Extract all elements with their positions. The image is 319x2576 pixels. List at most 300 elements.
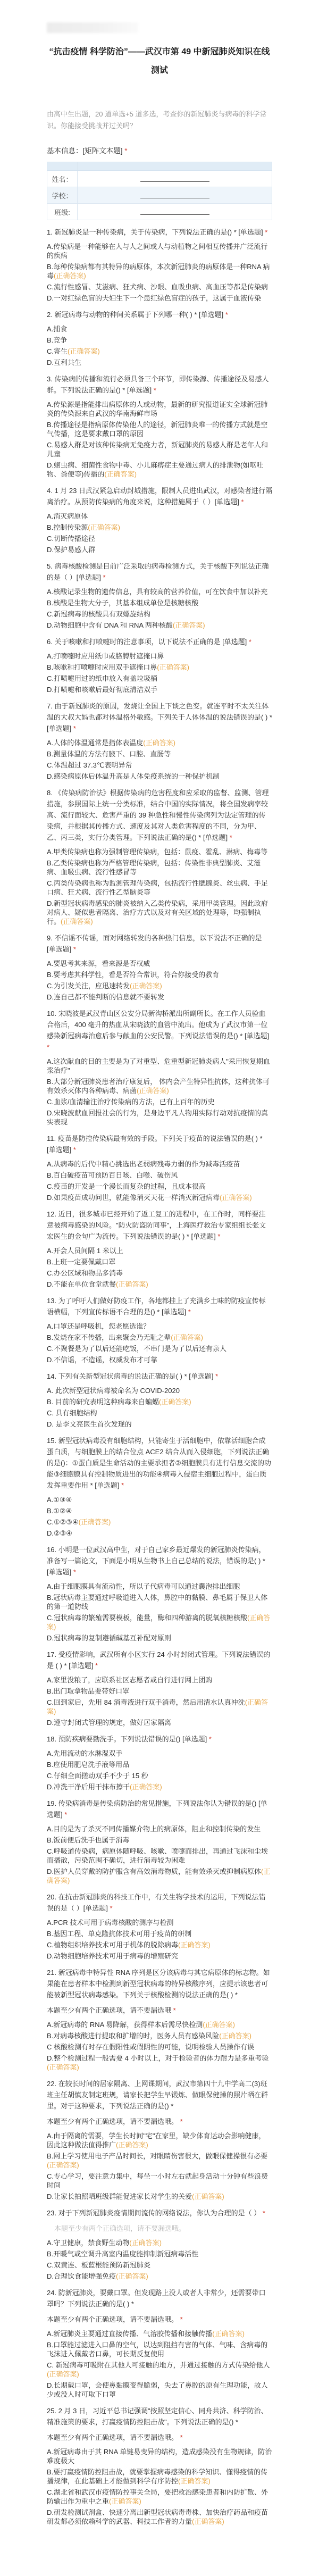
answer-option[interactable] — [47, 1918, 272, 1927]
answer-option[interactable] — [47, 1760, 272, 1769]
basic-info-text: 基本信息：[矩阵文本题] — [47, 147, 123, 155]
option-label: B.口罩能过滤进入口鼻的空气，以达到阻挡有害的气体、气味、含病毒的飞沫进入佩戴者口鼻，可长期反复使用 — [47, 2341, 268, 2358]
option-label: B.网上学习使用电子产品时间长，对眼睛伤害很大，做眼保健操很有必要 — [47, 2152, 268, 2160]
options-list — [47, 652, 272, 694]
options-list — [47, 1824, 272, 1885]
question-text: 21. 新冠病毒中特异性 RNA 序列是区分该病毒与其它病原体的标志物。如果能在患者样本中检测到新型冠状病毒的特异核酸序列，应提示该患者可能被新型冠状病毒感染。下列关于核酸检测的说法正确的是( ) * — [47, 1969, 270, 1999]
question-block — [47, 227, 272, 303]
question-text: 3. 传染病的传播和流行必须具备三个环节，即传染源、传播途径及易感人群。下列说法正确的是() * [单选题] — [47, 375, 269, 394]
answer-option[interactable] — [47, 2054, 272, 2072]
question-block — [47, 1798, 272, 1885]
options-list — [47, 512, 272, 554]
question-block — [47, 561, 272, 630]
answer-option[interactable] — [47, 1824, 272, 1833]
required-asterisk: * — [93, 1662, 98, 1670]
answer-option[interactable] — [47, 587, 272, 596]
answer-option[interactable] — [47, 2238, 272, 2247]
answer-option[interactable] — [47, 685, 272, 694]
correct-answer-tag: (正确答案) — [130, 982, 162, 990]
question-title — [47, 1967, 272, 2000]
question-title — [47, 1798, 272, 1820]
question-text: 12. 近日，很多城市已经开始了返工复工的进程中，在工作时，同样要注意被病毒感染的风险。"防火防盗防同事"，上海医疗救治专家组组长张文宏医生的金句广为流传。下列说法错误的是( ) * [单选题] — [47, 1210, 266, 1240]
answer-option[interactable] — [47, 1867, 272, 1885]
question-block — [47, 787, 272, 926]
option-label: A.开会人员间隔 1 米以上 — [47, 1247, 123, 1255]
answer-option[interactable] — [47, 420, 272, 438]
answer-option[interactable] — [47, 1518, 272, 1527]
answer-option[interactable] — [47, 1057, 272, 1075]
name-cell — [78, 171, 272, 187]
answer-option[interactable] — [47, 1582, 272, 1591]
correct-answer-tag: (正确答案) — [47, 1614, 271, 1631]
option-label: C.仔细全面搓动双手不少于 15 秒 — [47, 1772, 148, 1780]
multi-select-note-text: 本题至少有两个正确选项，请不要漏选哦。 — [47, 2433, 179, 2441]
correct-answer-tag: (正确答案) — [219, 2032, 251, 2040]
option-label: D.不能在单位食堂就餐 — [47, 1280, 116, 1288]
answer-option[interactable] — [47, 1782, 272, 1791]
option-label: C 核酸检测有时存在假阳性或假阴性的可能，说明检验人员操作有误 — [47, 2043, 255, 2051]
option-label: D.新型冠状病毒感染的肺炎被纳入乙类传染病，采用甲类管理。因此政府对病人、疑似患者隔离、治疗方式以及对有关区域的处理等，均强制执行。 — [47, 899, 268, 926]
required-asterisk: * — [71, 1146, 76, 1154]
option-label: A.传染病是一种能够在人与人之间或人与动植物之间相互传播并广泛流行的疾病 — [47, 243, 268, 260]
option-label: C. 具有细胞结构 — [47, 1409, 97, 1417]
correct-answer-tag: (正确答案) — [171, 1333, 203, 1341]
answer-option[interactable] — [47, 2340, 272, 2358]
answer-option[interactable] — [47, 523, 272, 532]
option-label: C.呼吸道传染病，病原体随呼吸、咳嗽、喷嚏而排出，再通过飞沫和尘埃而播散，污染范围不确切，进行消毒较为困难 — [47, 1847, 268, 1864]
multi-select-note — [47, 2005, 272, 2016]
option-label: C.血浆/血清输注治疗传染病的方法，已有上百年的历史 — [47, 1098, 215, 1106]
option-label: D.冲洗干净后用干抹布擦干 — [47, 1783, 130, 1791]
answer-option[interactable] — [47, 598, 272, 607]
answer-option[interactable] — [47, 610, 272, 619]
answer-option[interactable] — [47, 1108, 272, 1127]
answer-option[interactable] — [47, 2329, 272, 2338]
correct-answer-tag: (正确答案) — [47, 1868, 271, 1885]
required-asterisk: * — [263, 228, 268, 236]
option-label: D.保护易感人群 — [47, 546, 96, 554]
answer-option[interactable] — [47, 2152, 272, 2170]
answer-option[interactable] — [47, 738, 272, 747]
question-text: 2. 新冠病毒与动物的种间关系属于下列哪一种( ) * [单选题] — [47, 311, 224, 319]
answer-option[interactable] — [47, 1344, 272, 1353]
answer-option[interactable] — [47, 1506, 272, 1515]
option-label: C.办公区域和物品多消毒 — [47, 1269, 123, 1277]
question-block — [47, 2287, 272, 2399]
required-asterisk: * — [247, 638, 251, 646]
option-label: C.冠状病毒的繁殖需要模板，能量，酶和四种游离的脱氧核糖核酸 — [47, 1614, 248, 1622]
correct-answer-tag: (正确答案) — [143, 739, 175, 747]
option-label: B.出门取拿物品要带好口罩 — [47, 1687, 130, 1695]
option-label: D.宋晓波献血回报社会的行为，是身边平凡人物用实际行动对抗疫情的真实表现 — [47, 1109, 268, 1126]
answer-option[interactable] — [47, 1847, 272, 1865]
multi-select-note-text: 本题至少有两个正确选项，请不要漏选哦。 — [47, 2118, 179, 2125]
answer-option[interactable] — [47, 847, 272, 856]
answer-option[interactable] — [47, 294, 272, 303]
option-label: B.发烧在家不传播，出来聚会乃无耻之辈 — [47, 1333, 171, 1341]
question-text: 7. 由于新冠肺炎的原因，发烧让全国上下谈之色变。就连平时不太关注体温的大叔大妈也都对体温格外敏感。下列关于人体体温的说法错误的是( ) * [单选题] — [47, 702, 272, 732]
answer-option[interactable] — [47, 899, 272, 926]
answer-option[interactable] — [47, 2381, 272, 2399]
required-asterisk: * — [178, 2118, 183, 2125]
required-asterisk: * — [62, 1811, 68, 1819]
correct-answer-tag: (正确答案) — [116, 1280, 148, 1288]
answer-option[interactable] — [47, 674, 272, 683]
option-label: D.遵守封闭式管理的规定，做好居家隔离 — [47, 1719, 172, 1727]
answer-option[interactable] — [47, 1269, 272, 1278]
answer-option[interactable] — [47, 652, 272, 661]
question-block — [47, 636, 272, 694]
option-label: B.饭前便后洗手也属于消毒 — [47, 1836, 130, 1844]
option-label: A.从病毒的后代中精心挑选出老弱病残毒力弱的作为减毒活疫苗 — [47, 1160, 240, 1168]
option-label: B.对病毒核酸进行提取和扩增的时，医务人员有感染风险 — [47, 2032, 220, 2040]
required-asterisk: * — [213, 1372, 219, 1380]
answer-option[interactable] — [47, 1593, 272, 1611]
option-label: C.流行性感冒、艾滋病、狂犬病、沙眼、血吸虫病、高血压等都是传染病 — [47, 283, 268, 291]
question-block — [47, 701, 272, 781]
question-text: 8. 《传染病防治法》根据传染病的危害程度和应采取的监督、监测、管理措施，参照国际上统一分类标准，结合中国的实际情况，将全国发病率较高、流行面较大、危害严重的 39 种急性和慢性传染病列为法定管理的传染病，并根据其传播方式、速度及其对人类危害程度的不同，分为甲、乙、丙三类，实行分类管理。下列说法正确的是() * [单选题] — [47, 789, 269, 841]
question-block — [47, 485, 272, 554]
multi-select-note — [47, 2314, 272, 2325]
option-label: D.一对红绿色盲的夫妇生下一个患红绿色盲症的孩子，这属于血液传染 — [47, 294, 262, 302]
correct-answer-tag: (正确答案) — [116, 2272, 148, 2280]
question-text: 20. 在抗击新冠肺炎的科技工作中，有关生物学技术的运用，下列说法错误的是（ ）[单选题] — [47, 1893, 266, 1912]
question-title — [47, 2207, 272, 2219]
correct-answer-tag: (正确答案) — [47, 2161, 79, 2169]
required-asterisk: * — [71, 945, 76, 953]
question-block — [47, 1008, 272, 1127]
answer-option[interactable] — [47, 262, 272, 280]
class-input[interactable] — [140, 209, 209, 215]
option-label: B.上班一定要佩戴口罩 — [47, 1258, 116, 1266]
question-title — [47, 485, 272, 507]
correct-answer-tag: (正确答案) — [78, 1518, 111, 1526]
answer-option[interactable] — [47, 879, 272, 897]
table-header-row — [47, 162, 272, 171]
answer-option[interactable] — [47, 761, 272, 770]
option-label: D.动物细胞培养技术可用于病毒的增殖研究 — [47, 1952, 179, 1960]
answer-option[interactable] — [47, 2261, 272, 2270]
answer-option[interactable] — [47, 400, 272, 418]
question-title — [47, 1733, 272, 1745]
option-label: B.要考虑其科学性，看是否符合常识，符合你接受的教育 — [47, 971, 220, 979]
correct-answer-tag: (正确答案) — [68, 347, 100, 355]
option-label: D.连自己都不能判断的信息就不要转发 — [47, 993, 165, 1001]
option-label: C.①②③④ — [47, 1518, 79, 1526]
correct-answer-tag: (正确答案) — [130, 1783, 162, 1791]
answer-option[interactable] — [47, 324, 272, 334]
answer-option[interactable] — [47, 1952, 272, 1961]
required-asterisk: * — [71, 1568, 76, 1576]
answer-option[interactable] — [47, 1171, 272, 1180]
question-block — [47, 1133, 272, 1202]
question-block — [47, 2078, 272, 2201]
answer-option[interactable] — [47, 1193, 272, 1202]
options-list — [47, 1057, 272, 1127]
options-list — [47, 1322, 272, 1364]
options-list — [47, 1160, 272, 1202]
question-text: 9. 不信谣不传谣，面对网络转发的各种热门信息，以下说法不正确的是 [单选题] — [47, 934, 262, 953]
option-label: C.为引发关注，应迅速转发 — [47, 982, 130, 990]
required-asterisk: * — [207, 1735, 212, 1743]
answer-option[interactable] — [47, 1698, 272, 1716]
required-asterisk: * — [178, 2315, 183, 2323]
correct-answer-tag: (正确答案) — [129, 2239, 162, 2247]
question-block — [47, 1435, 272, 1538]
question-title — [47, 1208, 272, 1242]
answer-option[interactable] — [47, 993, 272, 1002]
school-input[interactable] — [140, 192, 209, 198]
answer-option[interactable] — [47, 772, 272, 781]
option-label: C.专心学习，要注意力集中，每坐一小时左右就起身活动十分钟有些浪费时间 — [47, 2172, 268, 2189]
correct-answer-tag: (正确答案) — [157, 663, 189, 671]
answer-option[interactable] — [47, 242, 272, 260]
required-asterisk: * — [171, 2006, 176, 2014]
options-list — [47, 1918, 272, 1961]
option-label: A.人体的体温通常是指体表温度 — [47, 739, 144, 747]
options-list — [47, 847, 272, 926]
question-block — [47, 1649, 272, 1727]
options-list — [47, 1675, 272, 1727]
answer-option[interactable] — [47, 749, 272, 758]
faded-logo-placeholder — [47, 22, 138, 33]
option-label: C.不聚餐是为了以后还能吃饭，不串门是为了以后还有亲人 — [47, 1345, 227, 1353]
table-header-cell — [78, 162, 272, 171]
answer-option[interactable] — [47, 1633, 272, 1643]
table-row — [47, 204, 272, 220]
multi-select-note — [47, 2116, 272, 2127]
class-cell — [78, 204, 272, 220]
question-text: 17. 受疫情影响，武汉所有小区实行 24 小时封闭式管理。下列说法错误的是 ( ) * [单选题] — [47, 1650, 271, 1670]
option-label: B.要打赢疫情防控阻击战，就要掌握病毒感染的科学知识、懂得疫情的传播规律，在此基础上才能做到科学有序防控 — [47, 2468, 268, 2485]
answer-option[interactable] — [47, 1386, 272, 1395]
option-label: D. 是李文亮医生首次发现的 — [47, 1420, 132, 1428]
correct-answer-tag: (正确答案) — [47, 2063, 79, 2071]
options-list — [47, 1749, 272, 1791]
option-label: C. 新冠病毒可吸附在其他人可接触的地方，并通过接触的方式传染给他人 — [47, 2361, 270, 2369]
required-asterisk: * — [124, 147, 128, 155]
question-text: 23. 对于下列新冠肺炎疫情期间流传的网络说法，你认为合理的是（ ） — [47, 2209, 261, 2217]
answer-option[interactable] — [47, 981, 272, 990]
question-title — [47, 1891, 272, 1914]
answer-option[interactable] — [47, 2272, 272, 2281]
option-label: B.核酸是生物大分子，其基本组成单位是核糖核酸 — [47, 599, 199, 607]
table-row — [47, 171, 272, 187]
answer-option[interactable] — [47, 2031, 272, 2040]
answer-option[interactable] — [47, 1322, 272, 1331]
question-title — [47, 1133, 272, 1155]
answer-option[interactable] — [47, 970, 272, 979]
answer-option[interactable] — [47, 534, 272, 543]
options-list — [47, 2329, 272, 2399]
option-label: A.由于细胞膜具有流动性，所以子代病毒可以通过囊泡排出细胞 — [47, 1582, 240, 1590]
question-text: 25. 2 月 3 日，习近平总书记强调"按照坚定信心、同舟共济、科学防治、精准施策的要求，打赢疫情防控阻击战"。下列说法正确的是() * — [47, 2407, 268, 2426]
answer-option[interactable] — [47, 1613, 272, 1631]
answer-option[interactable] — [47, 1687, 272, 1696]
option-label: B.基因工程、单克隆抗体技术可用于疫苗的研制 — [47, 1930, 192, 1938]
correct-answer-tag: (正确答案) — [109, 2497, 141, 2505]
question-block — [47, 309, 272, 367]
options-list — [47, 324, 272, 367]
answer-option[interactable] — [47, 2249, 272, 2258]
answer-option[interactable] — [47, 2043, 272, 2052]
question-block — [47, 1371, 272, 1429]
correct-answer-tag: (正确答案) — [137, 1087, 169, 1095]
answer-option[interactable] — [47, 2131, 272, 2149]
answer-option[interactable] — [47, 1246, 272, 1255]
answer-option[interactable] — [47, 2361, 272, 2379]
correct-answer-tag: (正确答案) — [116, 2141, 148, 2149]
options-list — [47, 587, 272, 630]
option-label: B.测量体温的方法有腋下、口腔、直肠等 — [47, 750, 171, 758]
option-label: D.冠状病毒的复制遵循碱基互补配对原则 — [47, 1634, 172, 1642]
options-list — [47, 738, 272, 781]
multi-select-note — [47, 2223, 272, 2234]
question-title — [47, 1435, 272, 1491]
answer-option[interactable] — [47, 1077, 272, 1095]
answer-option[interactable] — [47, 1333, 272, 1342]
options-list — [47, 2238, 272, 2281]
question-title — [47, 787, 272, 843]
option-label: C.易感人群是对该种传染病无免疫力者，新冠肺炎的易感人群是老年人和儿童 — [47, 441, 268, 458]
answer-option[interactable] — [47, 358, 272, 367]
answer-option[interactable] — [47, 2020, 272, 2029]
options-list — [47, 2020, 272, 2072]
answer-option[interactable] — [47, 2467, 272, 2486]
question-block — [47, 1733, 272, 1791]
option-label: C.体温超过 37.3℃表明异常 — [47, 761, 132, 769]
option-label: A.①③④ — [47, 1496, 72, 1504]
table-header-cell — [47, 162, 78, 171]
answer-option[interactable] — [47, 858, 272, 877]
answer-option[interactable] — [47, 1355, 272, 1364]
answer-option[interactable] — [47, 1097, 272, 1106]
answer-option[interactable] — [47, 621, 272, 630]
answer-option[interactable] — [47, 2172, 272, 2190]
answer-option[interactable] — [47, 440, 272, 458]
answer-option[interactable] — [47, 1160, 272, 1169]
correct-answer-tag: (正确答案) — [203, 2021, 235, 2029]
answer-option[interactable] — [47, 2488, 272, 2506]
answer-option[interactable] — [47, 1420, 272, 1429]
required-asterisk: * — [71, 724, 76, 732]
basic-info-table — [47, 162, 272, 220]
answer-option[interactable] — [47, 1280, 272, 1289]
answer-option[interactable] — [47, 1257, 272, 1266]
question-text: 1. 新冠肺炎是一种传染病，关于传染病，下列说法正确的是() * [单选题] — [47, 228, 263, 236]
question-title — [47, 1295, 272, 1318]
multi-select-note — [47, 2432, 272, 2443]
question-block — [47, 1544, 272, 1643]
options-list — [47, 1386, 272, 1429]
question-title — [47, 2405, 272, 2428]
answer-option[interactable] — [47, 1495, 272, 1504]
question-title — [47, 2287, 272, 2310]
option-label: B.百白破疫苗可预防百日咳、白喉、破伤风 — [47, 1171, 178, 1179]
answer-option[interactable] — [47, 959, 272, 968]
answer-option[interactable] — [47, 347, 272, 356]
basic-info-label — [47, 146, 272, 156]
answer-option[interactable] — [47, 1718, 272, 1727]
option-label: C.寄生 — [47, 347, 68, 355]
options-list — [47, 1582, 272, 1643]
answer-option[interactable] — [47, 1836, 272, 1845]
school-cell — [78, 187, 272, 204]
answer-option[interactable] — [47, 1397, 272, 1406]
answer-option[interactable] — [47, 2447, 272, 2465]
school-label: 学校： — [47, 187, 78, 204]
option-label: B.传播途径是指病原体传染他人的途径，新冠肺炎唯一的传播方式就是空气传播，这是要求戴口罩的原因 — [47, 421, 268, 438]
answer-option[interactable] — [47, 336, 272, 345]
correct-answer-tag: (正确答案) — [192, 2517, 224, 2525]
multi-select-note-text: 本题至少有两个正确选项，请不要漏选哦。 — [54, 2224, 186, 2232]
question-text: 18. 预防疾病要勤洗手。下列说法错误的是() [单选题] — [47, 1735, 207, 1743]
option-label: C.双黄连、板蓝根能预防新冠肺炎 — [47, 2261, 151, 2269]
answer-option[interactable] — [47, 512, 272, 521]
option-label: A.甲类传染病也称为强制管理传染病，包括：鼠疫、霍乱、淋病、梅毒等 — [47, 848, 268, 856]
question-block — [47, 373, 272, 479]
option-label: D.蛔虫病、细菌性食物中毒、小儿麻痹症主要通过病人的排泄物(如呕吐物、粪便等)传播的 — [47, 461, 264, 478]
correct-answer-tag: (正确答案) — [212, 2330, 245, 2338]
answer-option[interactable] — [47, 1182, 272, 1191]
question-title — [47, 309, 272, 320]
option-label: C.疫苗的开发是一个漫长而复杂的过程，且成本很高 — [47, 1182, 206, 1190]
question-title — [47, 636, 272, 647]
answer-option[interactable] — [47, 282, 272, 291]
question-title — [47, 1649, 272, 1671]
name-input[interactable] — [140, 176, 209, 182]
question-title — [47, 2078, 272, 2112]
option-label: D.合理饮食能增强免疫 — [47, 2272, 116, 2280]
answer-option[interactable] — [47, 663, 272, 672]
question-block — [47, 2405, 272, 2526]
answer-option[interactable] — [47, 1771, 272, 1780]
answer-option[interactable] — [47, 2192, 272, 2201]
question-title — [47, 1371, 272, 1382]
required-asterisk: * — [228, 833, 232, 841]
answer-option[interactable] — [47, 1929, 272, 1938]
option-label: B.每种传染病都有其特异的病原体，本次新冠肺炎的病原体是一种RNA 病毒 — [47, 263, 270, 280]
answer-option[interactable] — [47, 545, 272, 554]
options-list — [47, 2131, 272, 2201]
answer-option[interactable] — [47, 1749, 272, 1758]
answer-option[interactable] — [47, 1529, 272, 1538]
answer-option[interactable] — [47, 1940, 272, 1949]
answer-option[interactable] — [47, 461, 272, 479]
option-label: A.这次献血的目的主要是为了对重型、危重型新冠肺炎病人"采用恢复期血浆治疗" — [47, 1057, 270, 1074]
option-label: A.守卫健康，禁食野生动物 — [47, 2239, 130, 2247]
question-text: 14. 下列有关新型冠状病毒的说法正确的是( ) * [单选题] — [47, 1372, 214, 1380]
answer-option[interactable] — [47, 1675, 272, 1685]
answer-option[interactable] — [47, 2508, 272, 2526]
quiz-page — [0, 22, 319, 2576]
option-label: A.PCR 技术可用于病毒核酸的测序与检测 — [47, 1919, 174, 1927]
option-label: D.让家长拍照晒班级群能促进家长对学生的关爱 — [47, 2192, 192, 2200]
option-label: A.新冠病毒的 RNA 易降解，获得样本后需尽快检测 — [47, 2021, 203, 2029]
answer-option[interactable] — [47, 1408, 272, 1418]
option-label: A.先用流动的水淋湿双手 — [47, 1749, 123, 1757]
option-label: D.②③④ — [47, 1529, 72, 1537]
required-asterisk: * — [215, 1232, 221, 1240]
option-label: D.整个检测过程一般需要 4 小时以上，对于检验者的体力耐力是多重考验 — [47, 2054, 269, 2062]
question-text: 16. 小明是一位武汉高中生，对于自己家乡最近爆发的新冠肺炎传染病，准备写一篇论文，下面是小明从生物书上自己总结的说法，错误的是( ) * [单选题] — [47, 1546, 266, 1576]
question-title — [47, 1544, 272, 1578]
question-block — [47, 1208, 272, 1289]
option-label: C.打喷嚏用过的纸巾放入有盖垃圾桶 — [47, 674, 158, 682]
option-label: D.打喷嚏和咳嗽后最好彻底清洁双手 — [47, 686, 158, 694]
page-description: 由高中生出题，20 道单选+5 道多选，考查你的新冠肺炎与病毒的科学常识。你能接受挑战并过关吗？ — [47, 110, 267, 130]
option-label: D.不信谣，不造谣，权威发布才可靠 — [47, 1356, 158, 1364]
